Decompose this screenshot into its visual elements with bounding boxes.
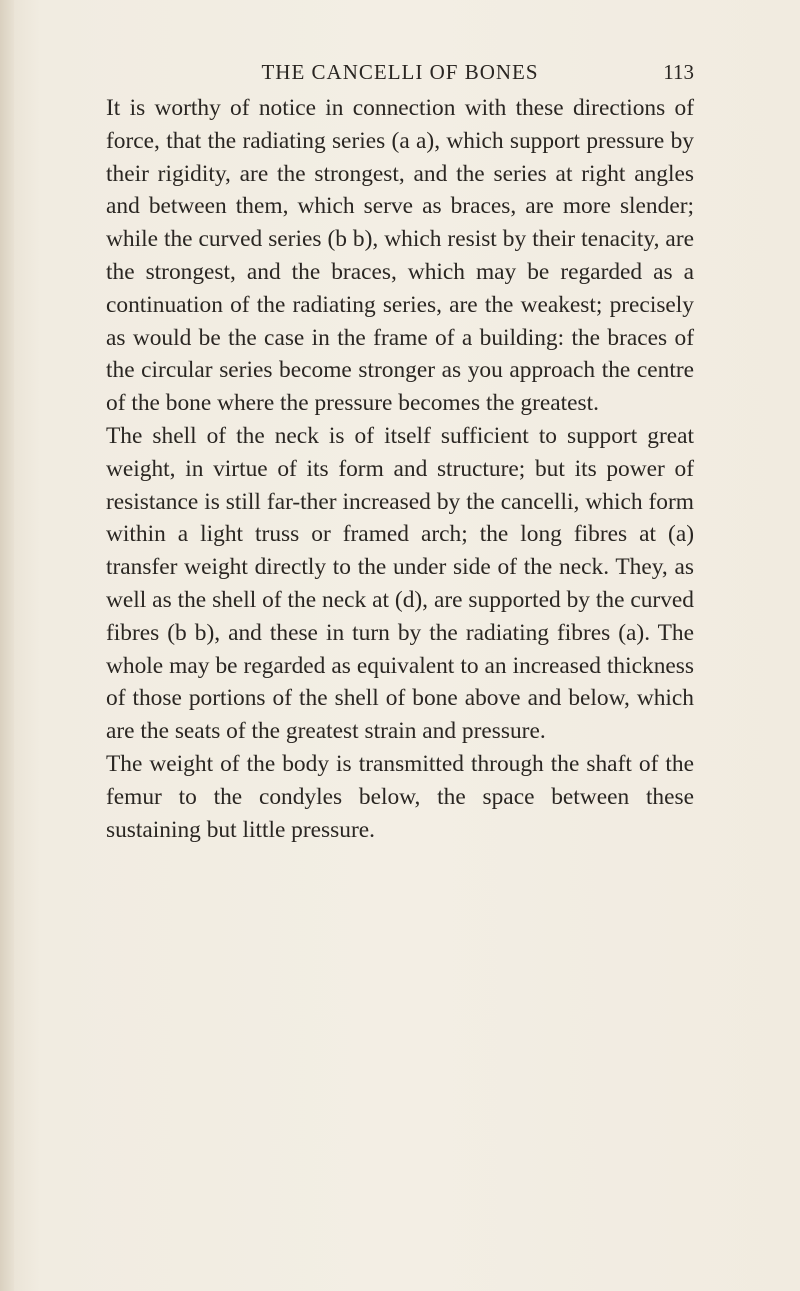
page-gutter-edge <box>0 0 14 1291</box>
paragraph-1: It is worthy of notice in connection with these directions of force, that the radiating series (a a), which support pressure by their rigidity, are the strongest, and the series at right angles and between them, which serve as braces, are more slender; while the curved series (b b), which resist by their tenacity, are the strongest, and the braces, which may be regarded as a continuation of the radiating series, are the weakest; precisely as would be the case in the frame of a building: the braces of the circular series become stronger as you approach the centre of the bone where the pressure becomes the greatest. <box>106 95 694 417</box>
running-title: THE CANCELLI OF BONES <box>261 60 539 84</box>
running-head <box>106 60 694 86</box>
paragraph-2: The shell of the neck is of itself sufficient to support great weight, in virtue of its form and structure; but its power of resistance is still far-ther increased by the cancelli, which form within a light truss or framed arch; the long fibres at (a) transfer weight directly to the under side of the neck. They, as well as the shell of the neck at (d), are supported by the curved fibres (b b), and these in turn by the radiating fibres (a). The whole may be regarded as equivalent to an increased thickness of those portions of the shell of bone above and below, which are the seats of the greatest strain and pressure. <box>106 422 694 745</box>
body-text <box>106 92 694 846</box>
page-number: 113 <box>663 60 694 84</box>
paragraph-3: The weight of the body is transmitted through the shaft of the femur to the condyles below, the space between these sustaining but little pressure. <box>106 750 694 843</box>
